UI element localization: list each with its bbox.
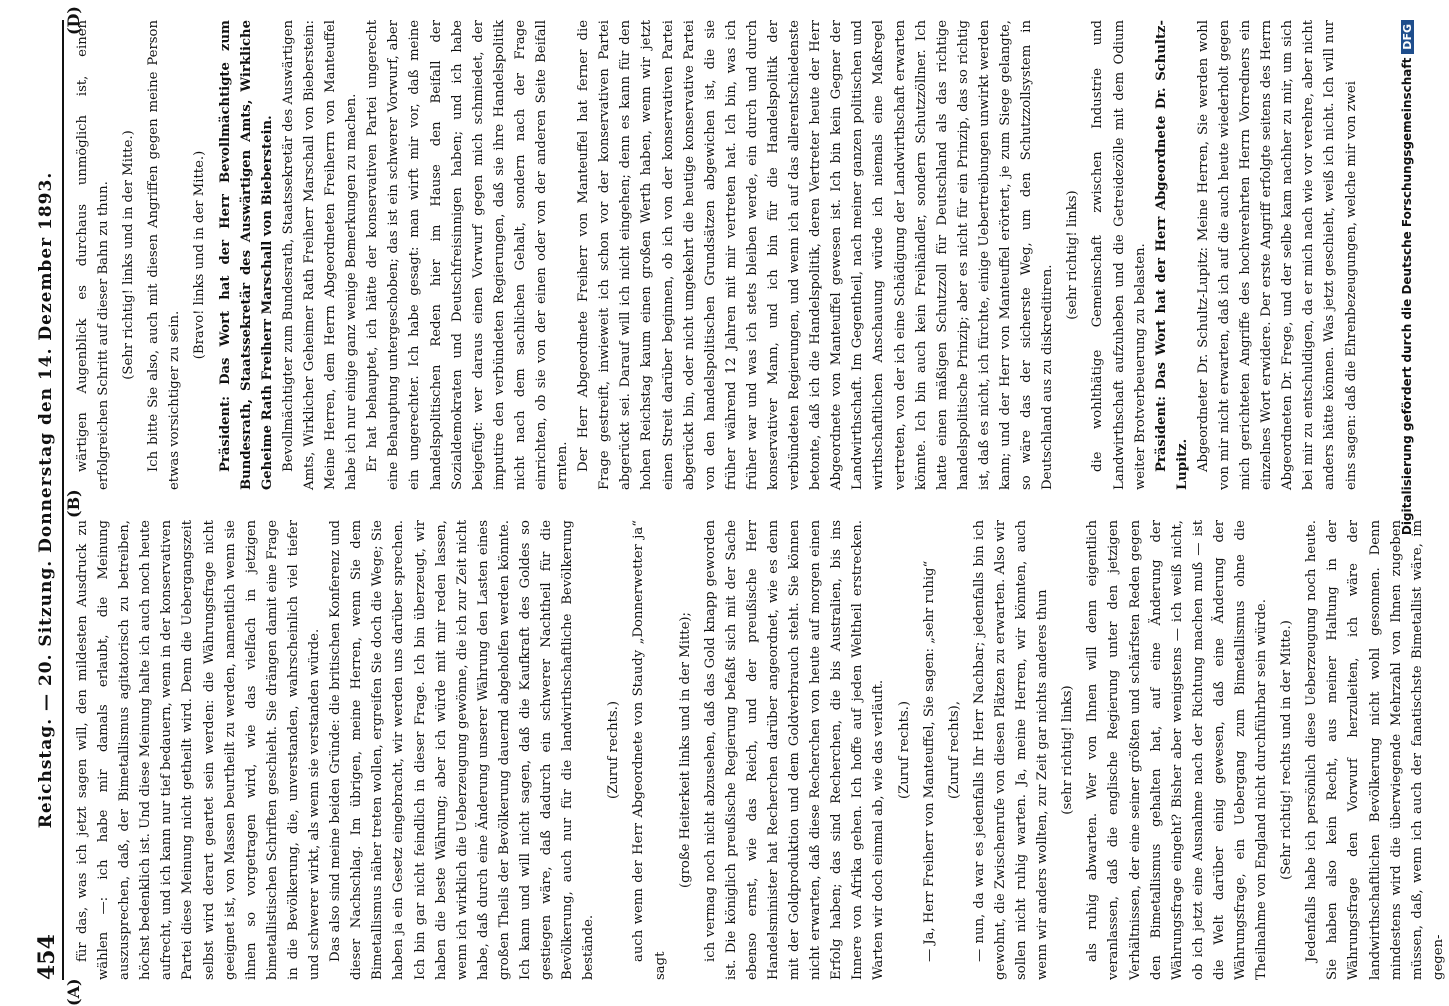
- interjection: (Zuruf rechts.): [896, 700, 912, 800]
- paragraph: Der Herr Abgeordnete Freiherr von Manteuffel hat ferner die Frage gestreift, inwieweit ich schon vor der konservativen Partei abgerückt sei. Darauf will ich nicht eingehen; denn es kann für den hohen Reichstag kaum einen großen Werth haben, wenn wir jetzt einen Streit darüber beginnen, ob ich von der konservativen Partei abgerückt bin, oder nicht umgekehrt die heutige konservative Partei von den handelspolitischen Grundsätzen abgewichen ist, die sie früher während 12 Jahren mit mir vertreten hat. Ich bin, was ich früher war und was ich stets bleiben werde, ein durch und durch konservativer Mann, und ich bin für die Handelspolitik der verbündeten Regierungen, und wenn ich auf das allerentschiedenste betonte, daß ich die Handelspolitik, deren Vertreter heute der Herr Abgeordnete von Manteuffel gewesen ist. Ich bin kein Gegner der Landwirthschaft. Im Gegentheil, nach meiner ganzen politischen und wirthschaftlichen Anschauung würde ich niemals eine Maßregel vertreten, von der ich eine Schädigung der Landwirthschaft erwarten könnte. Ich bin auch kein Freihändler, sondern Schutzzöllner. Ich hatte einen mäßigen Schutzzoll für Deutschland als das richtige handelspolitische Prinzip; aber es nicht für ein Prinzip, das so richtig ist, daß es nicht, ich fürchte, einige Uebertreibungen unwirkt werden kann; und der Herr von Manteuffel erörtert, je zum Siege gelangte, so wäre das der sicherste Weg, um den Schutzzollsystem in Deutschland aus zu diskreditiren.: [576, 20, 1056, 490]
- interjection: (Zuruf rechts),: [946, 700, 962, 800]
- paragraph: Das also sind meine beiden Gründe: die britischen Konferenz und dieser Nachschlag. Im übrigen, meine Herren, wenn Sie dem Bimetallismus näher treten wollen, ergreifen Sie doch die Wege; Sie haben ja ein Gesetz eingebracht, wir werden uns darüber sprechen. Ich bin gar nicht feindlich in dieser Frage. Ich bin überzeugt, wir haben die beste Währung; aber ich würde mit mir reden lassen, wenn ich wirklich die Ueberzeugung gewönne, die ich zur Zeit nicht habe, daß durch eine Änderung unserer Währung den Lasten eines großen Theils der Bevölkerung dauernd abgeholfen werden könnte. Ich kann und will nicht sagen, daß die Kaufkraft des Goldes so gestiegen wäre, daß dadurch ein schwerer Nachtheil für die Bevölkerung, auch nur für die landwirthschaftliche Bevölkerung bestände.: [328, 520, 597, 980]
- margin-label-d: (D): [64, 6, 83, 36]
- left-column: [72, 520, 1446, 980]
- speaker-paragraph: Präsident: Das Wort hat der Herr Bevollmächtigte zum Bundesrath, Staatssekretär des Auswärtigen Amts, Wirkliche Geheime Rath Freiherr Marschall von Bieberstein.: [217, 20, 275, 490]
- paragraph: Abgeordneter Dr. Schultz-Lupitz: Meine Herren, Sie werden wohl von mir nicht erwarten, daß ich auf die auch heute wiederholt gegen mich gerichteten Angriffe des hochverehrten Herrn Vorredners ein einzelnes Wort erwidere. Der erste Angriff erfolgte seitens des Herrn Abgeordneten Dr. Frege, und der selbe kam nachher zu mir, um sich bei mir zu entschuldigen, da er mich nach wie vor verehre, aber nicht anders hätte können. Was jetzt geschieht, weiß ich nicht. Ich will nur eins sagen: daß die Ehrenbezeugungen, welche mir von zwei: [1195, 20, 1359, 490]
- interjection: (große Heiterkeit links und in der Mitte);: [677, 612, 693, 888]
- interjection: (Sehr richtig! links und in der Mitte.): [121, 130, 137, 380]
- paragraph: als ruhig abwarten. Wer von Ihnen will denn eigentlich veranlassen, daß die englische Regierung unter den jetzigen Verhältnissen, der eine seiner größten und schärfsten Reden gegen den Bimetallismus gehalten hat, auf eine Änderung der Währungsfrage eingeht? Bisher aber wenigstens — ich weiß nicht, ob ich jetzt eine Ausnahme nach der Richtung machen muß — ist die Welt darüber einig gewesen, daß eine Änderung der Währungsfrage, ein Uebergang zum Bimetallismus ohne die Theilnahme von England nicht durchführbar sein würde.: [1085, 520, 1270, 980]
- paragraph: Jedenfalls habe ich persönlich diese Ueberzeugung noch heute. Sie haben also kein Recht, aus meiner Haltung in der Währungsfrage den Vorwurf herzuleiten, ich wäre der landwirthschaftlichen Bevölkerung nicht wohl gesonnen. Denn mindestens wird die überwiegende Mehrzahl von Ihnen zugeben müssen, daß, wenn ich auch der fanatischste Bimetallist wäre, im gegen-: [1304, 520, 1446, 980]
- paragraph: Er hat behauptet, ich hätte der konservativen Partei ungerecht eine Behauptung untergeschoben; das ist ein schwerer Vorwurf, aber ein ungerechter. Ich habe gesagt: man wirft mir vor, daß meine handelspolitischen Reden hier im Hause den Beifall der Sozialdemokraten und Deutschfreisinnigen haben; und ich habe beigefügt: wer daraus einen Vorwurf gegen mich schmiedet, der imputire den verbündeten Regierungen, daß sie ihre Handelspolitik nicht nach dem sachlichen Gehalt, sondern nach der Frage einrichten, ob sie von der einen oder von der anderen Seite Beifall ernten.: [365, 20, 571, 490]
- credit-text: Digitalisierung gefördert durch die Deutsche Forschungsgemeinschaft: [1400, 57, 1414, 536]
- digitization-credit: [1400, 20, 1414, 580]
- paragraph: für das, was ich jetzt sagen will, den mildesten Ausdruck zu wählen —: ich habe mir damals erlaubt, die Meinung auszusprechen, daß, der Bimetallismus agitatorisch zu betreiben, höchst bedenklich ist. Und diese Meinung halte ich auch noch heute aufrecht, und ich kann nur tief bedauern, wenn in der konservativen Partei diese Meinung nicht getheilt wird. Denn die Uebergangszeit selbst wird derart geartet sein werden: die Währungsfrage nicht geeignet ist, von Massen beurtheilt zu werden, namentlich wenn sie ihnen so vorgetragen wird, wie das vielfach in jetzigen bimetallistischen Schriften geschieht. Sie drängen damit eine Frage in die Bevölkerung, die, unverstanden, wahrscheinlich viel tiefer und schwerer wirkt, als wenn sie verstanden würde.: [75, 520, 323, 980]
- paragraph: die wohlthätige Gemeinschaft zwischen Industrie und Landwirthschaft aufzuheben und die Getreidezölle mit dem Odium weiter Brotverbeuerung zu belasten.: [1090, 20, 1148, 490]
- margin-label-a: (A): [64, 978, 83, 1006]
- page-number: 454: [34, 934, 60, 980]
- margin-label-b: (B): [64, 489, 83, 518]
- paragraph: — nun, da war es jedenfalls Ihr Herr Nachbar; jedenfalls bin ich gewohnt, die Zwischenrufe von diesen Plätzen zu erwarten. Also wir sollen nicht ruhig warten. Ja, meine Herren, wir könnten, auch wenn wir anders wollten, zur Zeit gar nichts anderes thun: [971, 520, 1051, 980]
- running-title: Reichstag. — 20. Sitzung. Donnerstag den 14. Dezember 1893.: [36, 171, 56, 829]
- paragraph: — Ja, Herr Freiherr von Manteuffel, Sie sagen: „sehr ruhig“: [921, 560, 937, 962]
- speaker-paragraph: Präsident: Das Wort hat der Herr Abgeordnete Dr. Schultz-Lupitz.: [1153, 20, 1190, 490]
- paragraph: Ich bitte Sie also, auch mit diesen Angriffen gegen meine Person etwas vorsichtiger zu sein.: [146, 20, 183, 490]
- right-column: [72, 20, 1359, 490]
- interjection: (Sehr richtig! rechts und in der Mitte.): [1279, 620, 1295, 880]
- dfg-logo: DFG: [1401, 20, 1414, 54]
- paragraph: Bevollmächtigter zum Bundesrath, Staatssekretär des Auswärtigen Amts, Wirklicher Geheimer Rath Freiherr Marschall von Bieberstein: Meine Herren, dem Herrn Abgeordneten Freiherrn von Manteuffel habe ich nur einige ganz wenige Bemerkungen zu machen.: [280, 20, 360, 490]
- paragraph: auch wenn der Herr Abgeordnete von Staudy „Donnerwetter ja“ sagt: [631, 520, 668, 980]
- interjection: (sehr richtig! links): [1060, 685, 1076, 815]
- paragraph: ich vermag noch nicht abzusehen, daß das Gold knapp geworden ist. Die königlich preußische Regierung befaßt sich mit der Sache ebenso ernst, wie das Reich, und der preußische Herr Handelsminister hat Recherchen darüber angeordnet, wie es denn mit der Goldproduktion und dem Goldverbrauch steht. Sie können nicht erwarten, daß diese Recherchen von heute auf morgen einen Erfolg haben; das sind Recherchen, die bis Australien, bis ins Innere von Afrika gehen. Ich hoffe auf jeden Weltheil erstrecken. Warten wir doch einmal ab, wie das verläuft.: [702, 520, 887, 980]
- interjection: (Zuruf rechts.): [606, 700, 622, 800]
- interjection: (Bravo! links und in der Mitte.): [192, 150, 208, 360]
- paragraph: wärtigen Augenblick es durchaus unmöglich ist, einen erfolgreichen Schritt auf dieser Bahn zu thun.: [75, 20, 112, 490]
- interjection: (sehr richtig! links): [1065, 190, 1081, 320]
- page-header: [30, 20, 64, 980]
